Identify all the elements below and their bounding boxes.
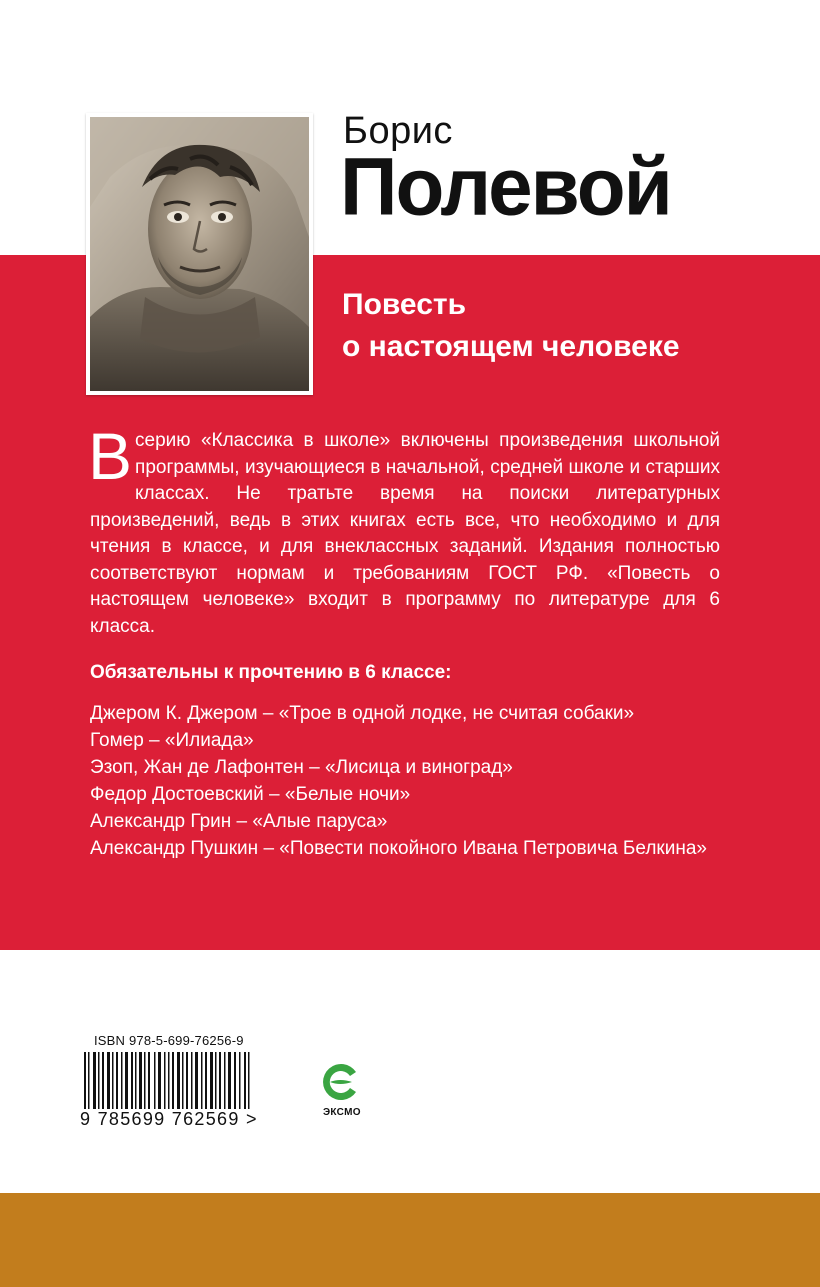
author-portrait-photo xyxy=(86,113,313,395)
publisher-name: ЭКСМО xyxy=(323,1107,361,1118)
gold-bottom-band xyxy=(0,1193,820,1287)
dropcap-letter: В xyxy=(88,419,133,493)
reading-list-item: Александр Грин – «Алые паруса» xyxy=(90,811,388,832)
series-description xyxy=(88,419,720,640)
isbn-text: ISBN 978-5-699-76256-9 xyxy=(94,1033,244,1048)
reading-list-item: Джером К. Джером – «Трое в одной лодке, не считая собаки» xyxy=(90,703,635,724)
reading-list-item: Эзоп, Жан де Лафонтен – «Лисица и виноград» xyxy=(90,757,513,778)
description-text: серию «Классика в школе» включены произведения школьной программы, изучающиеся в начальной, средней школе и старших классах. Не тратьте время на поиски литературных произведений, ведь в этих книгах есть все, что необходимо и для чтения в классе, и для внеклассных заданий. Издания полностью соответствуют нормам и требованиям ГОСТ РФ. «Повесть о настоящем человеке» входит в программу по литературе для 6 класса. xyxy=(90,430,720,637)
book-title xyxy=(342,284,782,368)
book-title-line-1: Повесть xyxy=(342,288,467,321)
eksmo-logo-icon xyxy=(320,1058,362,1106)
book-title-line-2: о настоящем человеке xyxy=(342,330,680,363)
barcode-number: 9 785699 762569 > xyxy=(80,1109,258,1129)
author-last-name: Полевой xyxy=(340,141,671,232)
portrait-image xyxy=(90,117,309,391)
reading-list-item: Александр Пушкин – «Повести покойного Ивана Петровича Белкина» xyxy=(90,838,707,859)
required-reading-heading: Обязательны к прочтению в 6 классе: xyxy=(90,662,452,683)
reading-list-item: Гомер – «Илиада» xyxy=(90,730,254,751)
reading-list-item: Федор Достоевский – «Белые ночи» xyxy=(90,784,411,805)
author-first-name: Борис xyxy=(343,110,453,152)
required-reading-list xyxy=(90,700,730,862)
